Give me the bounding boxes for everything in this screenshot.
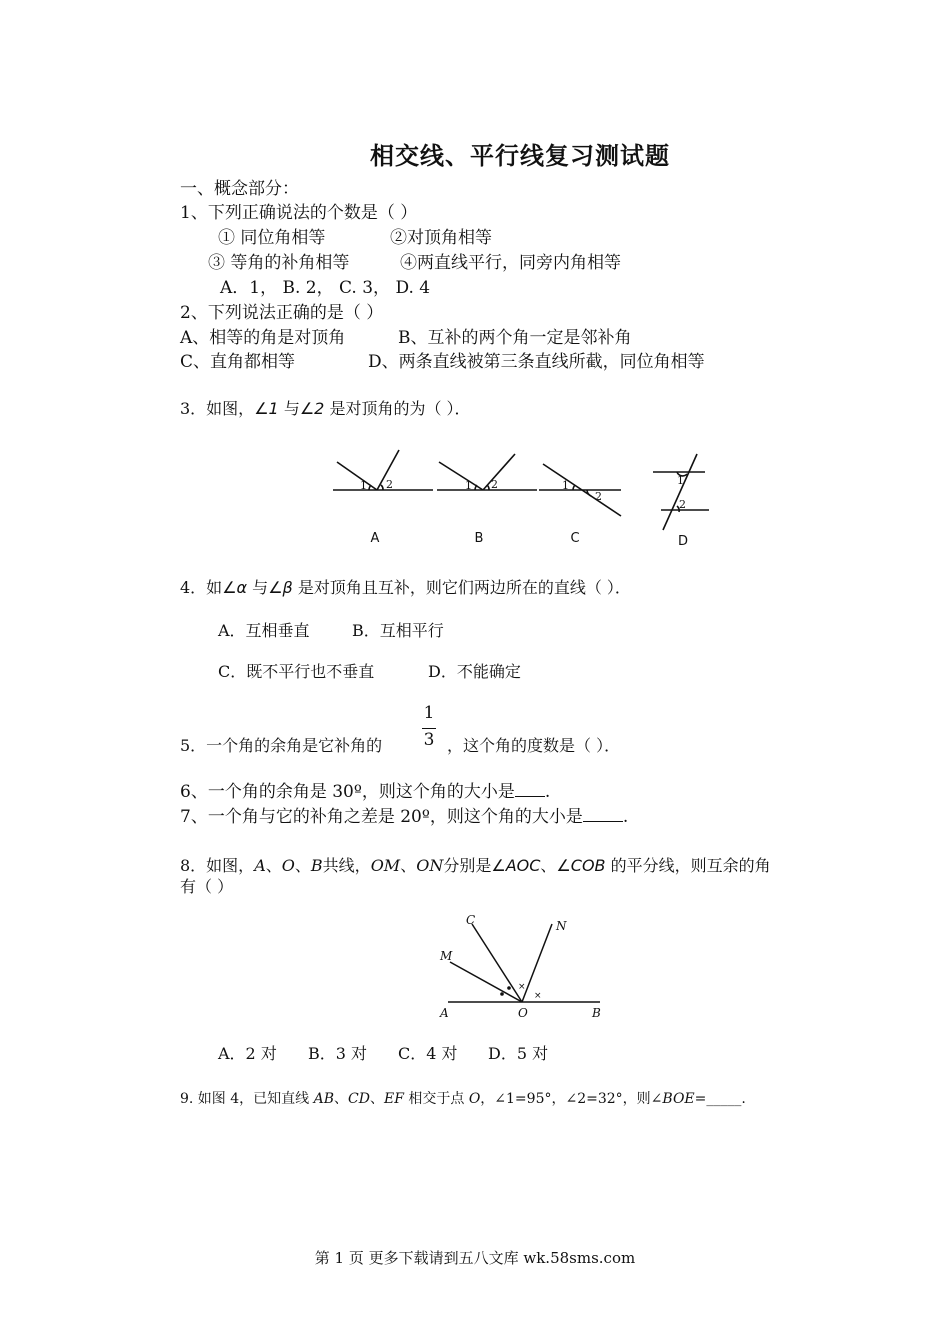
q9-boe: BOE	[662, 1091, 695, 1107]
q8-option-a: A．2 对	[218, 1044, 277, 1063]
q8-mark-cross-1: ×	[518, 982, 526, 992]
q9-ef: EF	[383, 1091, 404, 1107]
q4-suffix: 是对顶角且互补，则它们两边所在的直线（ ）．	[297, 578, 631, 597]
q8-label-o: O	[518, 1006, 528, 1020]
q8-om: OM	[370, 856, 401, 875]
q2-option-d: D、两条直线被第三条直线所截，同位角相等	[368, 352, 705, 372]
q3-prefix: 3．如图，	[180, 399, 255, 418]
q6-text: 6、一个角的余角是 30º，则这个角的大小是 .	[180, 782, 551, 802]
q8-mark-dot-1	[500, 992, 504, 996]
q1-statement-3: ③ 等角的补角相等	[208, 253, 350, 273]
q9-suffix: =_____.	[694, 1091, 746, 1107]
q2-option-b: B、互补的两个角一定是邻补角	[398, 328, 632, 348]
section-heading: 一、概念部分：	[180, 179, 299, 199]
q4-beta: ∠β	[268, 578, 293, 597]
fig-c-caption: C	[570, 531, 580, 546]
page-footer: 第 1 页 更多下载请到五八文库 wk.58sms.com	[314, 1249, 636, 1267]
q8-line2: 有（ ）	[180, 877, 234, 896]
fig-b-caption: B	[474, 531, 484, 546]
q1-options: A．1， B. 2， C. 3， D. 4	[220, 278, 431, 298]
q8-angle-aoc: ∠AOC	[491, 856, 541, 875]
q8-option-c: C．4 对	[398, 1044, 458, 1063]
q3-angle-1: ∠1	[254, 399, 279, 418]
q8-mark-dot-2	[507, 986, 511, 990]
q8-option-b: B．3 对	[308, 1044, 368, 1063]
q4-option-b: B．互相平行	[352, 621, 444, 640]
q5-denominator: 3	[423, 730, 435, 750]
q4-option-c: C．既不平行也不垂直	[218, 662, 375, 681]
fig-d-label-2: 2	[679, 498, 686, 511]
q2-option-c: C、直角都相等	[180, 352, 296, 372]
q9-stem	[180, 1088, 746, 1110]
q7-stem: 7、一个角与它的补角之差是 20º，则这个角的大小是	[180, 807, 583, 827]
q8-figure	[430, 912, 620, 1024]
q8-point-a: A	[254, 856, 266, 875]
q9-angles: ，∠1=95°，∠2=32°，则∠	[480, 1091, 663, 1107]
fig-c-label-1: 1	[562, 479, 569, 492]
q8-sep: 、	[540, 856, 557, 875]
q9-mid: 相交于点	[403, 1091, 469, 1107]
fig-b-label-1: 1	[465, 479, 472, 492]
q9-ab: AB	[313, 1091, 335, 1107]
q3-angle-2: ∠2	[299, 399, 325, 418]
q2-option-a: A、相等的角是对顶角	[180, 328, 346, 348]
q4-option-a: A．互相垂直	[218, 621, 310, 640]
q4-mid: 与	[252, 578, 269, 597]
q6-answer-blank	[515, 782, 545, 797]
q4-stem	[180, 577, 631, 599]
q8-point-b: B	[310, 856, 323, 875]
q5-numerator: 1	[423, 703, 435, 723]
q8-label-m: M	[440, 949, 453, 963]
q8-label-c: C	[466, 913, 476, 927]
q9-o: O	[468, 1091, 481, 1107]
q7-answer-blank	[583, 807, 623, 822]
q1-stem: 1、下列正确说法的个数是（ ）	[180, 203, 418, 223]
fig-a-label-2: 2	[386, 478, 393, 491]
q1-statement-1: ① 同位角相等	[218, 228, 326, 248]
q8-angle-cob: ∠COB	[556, 856, 606, 875]
q8-label-n: N	[556, 919, 567, 933]
q5-prefix: 5．一个角的余角是它补角的	[180, 736, 383, 755]
fig-a-label-1: 1	[360, 479, 367, 492]
q8-are: 分别是	[443, 856, 492, 875]
q8-label-a: A	[440, 1006, 449, 1020]
q7-text: 7、一个角与它的补角之差是 20º，则这个角的大小是 .	[180, 807, 629, 827]
q1-statement-2: ②对顶角相等	[390, 228, 492, 248]
q9-sep-2: 、	[369, 1091, 384, 1107]
q1-statement-4: ④两直线平行，同旁内角相等	[400, 253, 621, 273]
fig-b-label-2: 2	[491, 478, 498, 491]
q5-fraction-bar	[422, 728, 436, 729]
q8-stem: 8．如图，A、O、B共线，OM、ON分别是∠AOC、∠COB 的平分线，则互余的角	[180, 856, 771, 875]
fig-a-caption: A	[370, 531, 380, 546]
q3-suffix: 是对顶角的为（ ）．	[329, 399, 471, 418]
q8-mark-cross-2: ×	[534, 991, 542, 1001]
q5-suffix: ，这个角的度数是（ ）．	[447, 736, 621, 755]
q3-stem	[180, 398, 471, 420]
q3-figure	[325, 440, 725, 552]
q8-ray-oc	[472, 924, 522, 1002]
q3-mid: 与	[283, 399, 300, 418]
q4-option-d: D．不能确定	[428, 662, 521, 681]
q8-point-o: O	[281, 856, 295, 875]
q9-prefix: 9. 如图 4，已知直线	[180, 1091, 314, 1107]
q8-suffix: 的平分线，则互余的角	[610, 856, 771, 875]
q8-on: ON	[416, 856, 444, 875]
fig-c-arc2	[587, 490, 591, 496]
fig-d-label-1: 1	[677, 474, 684, 487]
q9-sep-1: 、	[334, 1091, 349, 1107]
q8-prefix: 8．如图，	[180, 856, 255, 875]
q4-alpha: ∠α	[222, 578, 248, 597]
fig-d-transversal	[663, 454, 697, 530]
fig-d-caption: D	[677, 534, 689, 549]
q8-collinear: 共线，	[322, 856, 371, 875]
q4-prefix: 4．如	[180, 578, 223, 597]
fig-b-ray-right	[483, 454, 515, 490]
q9-cd: CD	[348, 1091, 370, 1107]
q8-label-b: B	[592, 1006, 601, 1020]
q8-ray-om	[450, 962, 522, 1002]
q6-stem: 6、一个角的余角是 30º，则这个角的大小是	[180, 782, 515, 802]
q2-stem: 2、下列说法正确的是（ ）	[180, 303, 384, 323]
fig-c-label-2: 2	[595, 490, 602, 503]
q8-option-d: D．5 对	[488, 1044, 549, 1063]
page-title: 相交线、平行线复习测试题	[370, 141, 670, 170]
